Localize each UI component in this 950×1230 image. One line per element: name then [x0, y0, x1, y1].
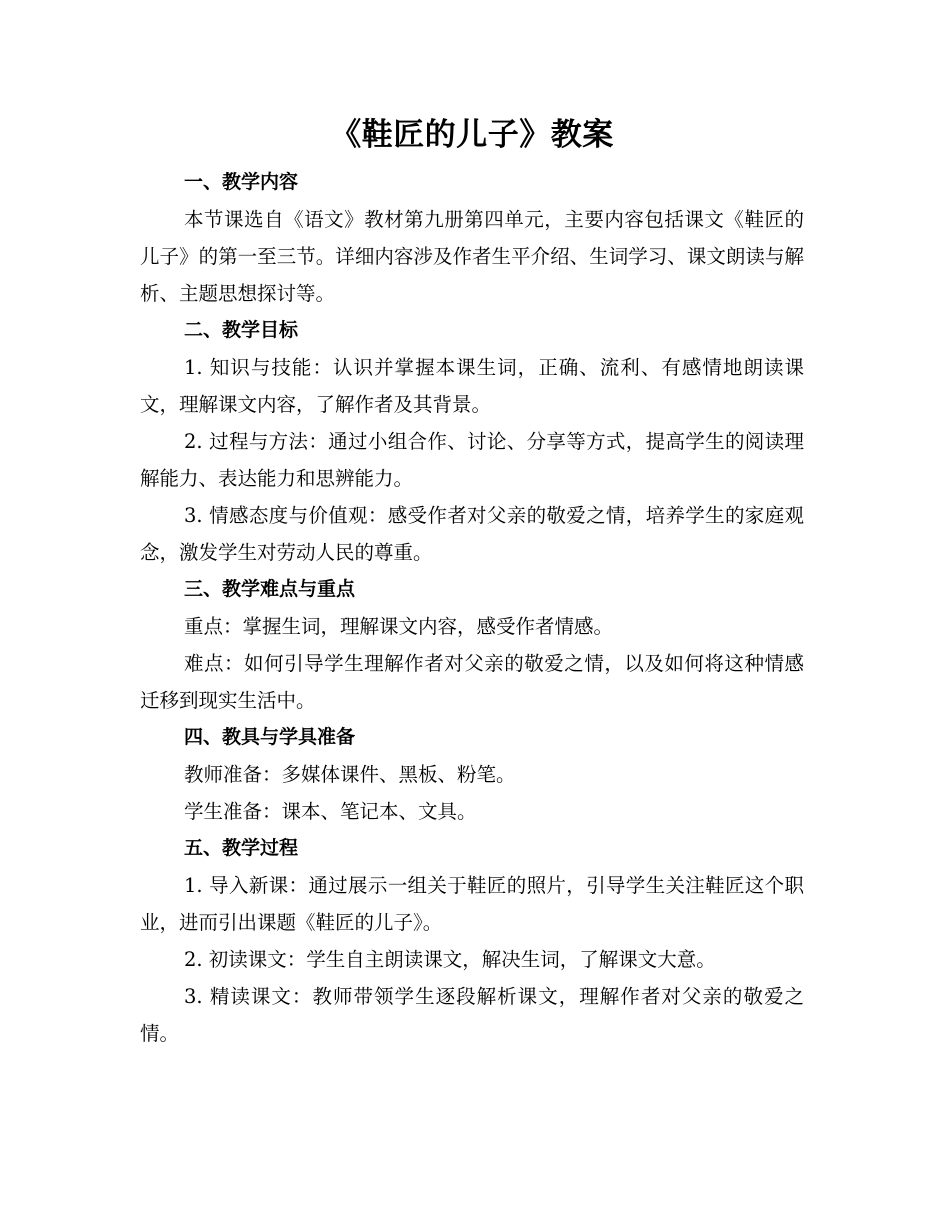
section-teaching-process — [140, 830, 804, 1052]
section-teaching-goals — [140, 312, 804, 571]
paragraph: 3. 精读课文：教师带领学生逐段解析课文，理解作者对父亲的敬爱之情。 — [140, 985, 804, 1045]
paragraph: 本节课选自《语文》教材第九册第四单元，主要内容包括课文《鞋匠的儿子》的第一至三节。详细内容涉及作者生平介绍、生词学习、课文朗读与解析、主题思想探讨等。 — [140, 208, 804, 305]
document-title: 《鞋匠的儿子》教案 — [330, 117, 614, 153]
paragraph: 3. 情感态度与价值观：感受作者对父亲的敬爱之情，培养学生的家庭观念，激发学生对劳动人民的尊重。 — [140, 504, 804, 564]
document-body — [140, 112, 804, 1052]
section-materials — [140, 719, 804, 830]
section-heading: 五、教学过程 — [184, 837, 299, 859]
section-heading: 三、教学难点与重点 — [184, 578, 356, 600]
section-heading: 一、教学内容 — [184, 171, 299, 193]
section-heading: 四、教具与学具准备 — [184, 726, 356, 748]
paragraph: 重点：掌握生词，理解课文内容，感受作者情感。 — [184, 615, 614, 638]
section-heading: 二、教学目标 — [184, 319, 299, 341]
paragraph: 2. 过程与方法：通过小组合作、讨论、分享等方式，提高学生的阅读理解能力、表达能力和思辨能力。 — [140, 430, 804, 490]
section-key-points — [140, 571, 804, 719]
section-teaching-content — [140, 164, 804, 312]
paragraph: 难点：如何引导学生理解作者对父亲的敬爱之情，以及如何将这种情感迁移到现实生活中。 — [140, 652, 804, 712]
paragraph: 学生准备：课本、笔记本、文具。 — [184, 800, 477, 823]
paragraph: 教师准备：多媒体课件、黑板、粉笔。 — [184, 763, 516, 786]
paragraph: 1. 导入新课：通过展示一组关于鞋匠的照片，引导学生关注鞋匠这个职业，进而引出课题《鞋匠的儿子》。 — [140, 874, 804, 934]
paragraph: 2. 初读课文：学生自主朗读课文，解决生词，了解课文大意。 — [184, 948, 716, 971]
paragraph: 1. 知识与技能：认识并掌握本课生词，正确、流利、有感情地朗读课文，理解课文内容，了解作者及其背景。 — [140, 356, 804, 416]
